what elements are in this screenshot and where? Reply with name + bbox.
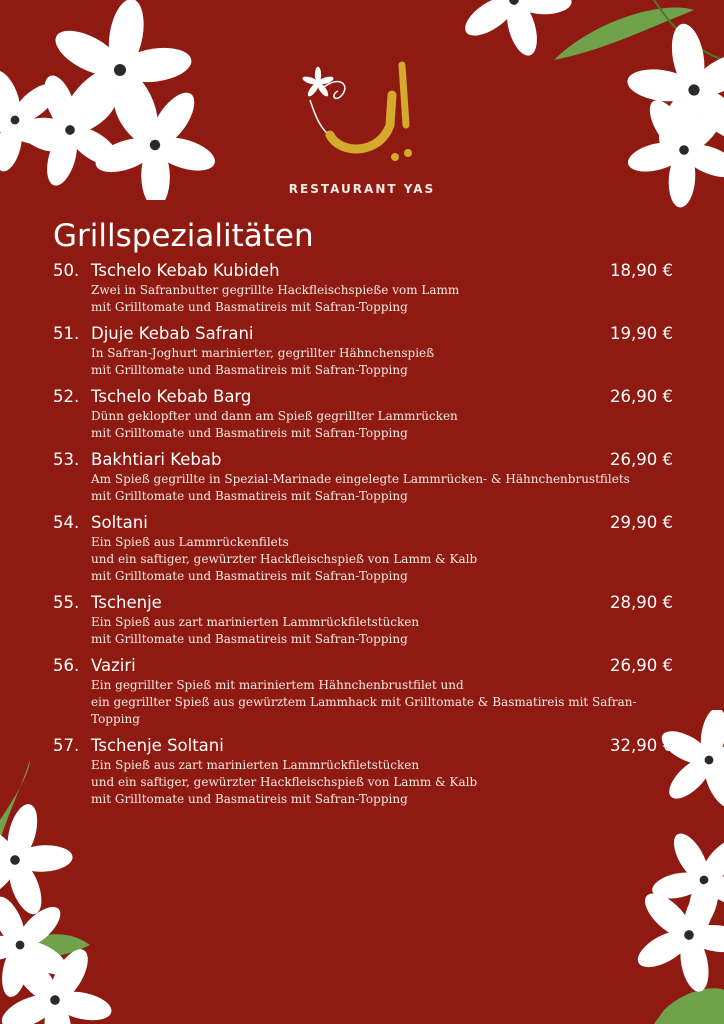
description-line: und ein saftiger, gewürzter Hackfleischspieß von Lamm & Kalb xyxy=(91,552,478,566)
item-name: Vaziri xyxy=(91,656,136,675)
restaurant-name: RESTAURANT YAS xyxy=(288,182,436,196)
item-name: Tschelo Kebab Kubideh xyxy=(91,261,280,280)
description-line: und ein saftiger, gewürzter Hackfleischspieß von Lamm & Kalb xyxy=(91,775,478,789)
item-description xyxy=(91,534,673,585)
description-line: mit Grilltomate und Basmatireis mit Safran-Topping xyxy=(91,792,408,806)
description-line: mit Grilltomate und Basmatireis mit Safran-Topping xyxy=(91,632,408,646)
menu-item xyxy=(53,324,673,379)
logo-emblem-icon xyxy=(290,55,430,165)
description-line: mit Grilltomate und Basmatireis mit Safran-Topping xyxy=(91,363,408,377)
menu-item xyxy=(53,387,673,442)
menu-item xyxy=(53,593,673,648)
description-line: mit Grilltomate und Basmatireis mit Safran-Topping xyxy=(91,569,408,583)
menu-item-header xyxy=(53,387,673,408)
flower-decoration-top-right xyxy=(444,0,724,210)
item-description xyxy=(91,345,673,379)
item-name: Soltani xyxy=(91,513,148,532)
description-line: mit Grilltomate und Basmatireis mit Safran-Topping xyxy=(91,300,408,314)
item-description xyxy=(91,408,673,442)
menu-item-header xyxy=(53,656,673,677)
menu-item xyxy=(53,261,673,316)
description-line: Am Spieß gegrillte in Spezial-Marinade eingelegte Lammrücken- & Hähnchenbrustfilets xyxy=(91,472,630,486)
restaurant-logo xyxy=(290,55,430,195)
item-price: 26,90 € xyxy=(610,387,673,406)
description-line: Dünn geklopfter und dann am Spieß gegrillter Lammrücken xyxy=(91,409,458,423)
item-description xyxy=(91,614,673,648)
description-line: In Safran-Joghurt marinierter, gegrillter Hähnchenspieß xyxy=(91,346,435,360)
item-number: 52. xyxy=(53,387,80,406)
menu-item-header xyxy=(53,450,673,471)
item-price: 32,90 € xyxy=(610,736,673,755)
menu-item-header xyxy=(53,261,673,282)
item-price: 28,90 € xyxy=(610,593,673,612)
menu-item-header xyxy=(53,513,673,534)
item-number: 55. xyxy=(53,593,80,612)
item-number: 53. xyxy=(53,450,80,469)
item-number: 57. xyxy=(53,736,80,755)
item-number: 51. xyxy=(53,324,80,343)
item-description xyxy=(91,282,673,316)
menu-item-header xyxy=(53,736,673,757)
description-line: Zwei in Safranbutter gegrillte Hackfleischspieße vom Lamm xyxy=(91,283,460,297)
item-name: Tschelo Kebab Barg xyxy=(91,387,252,406)
item-number: 56. xyxy=(53,656,80,675)
menu-item xyxy=(53,513,673,585)
item-description xyxy=(91,677,673,728)
item-number: 54. xyxy=(53,513,80,532)
flower-decoration-top-left xyxy=(0,0,240,200)
item-name: Bakhtiari Kebab xyxy=(91,450,222,469)
description-line: ein gegrillter Spieß aus gewürztem Lammhack mit Grilltomate & Basmatireis mit Safran-Topping xyxy=(91,695,637,726)
item-name: Djuje Kebab Safrani xyxy=(91,324,254,343)
description-line: Ein Spieß aus zart marinierten Lammrückfiletstücken xyxy=(91,758,420,772)
menu-item xyxy=(53,736,673,808)
description-line: Ein Spieß aus Lammrückenfilets xyxy=(91,535,289,549)
item-price: 26,90 € xyxy=(610,450,673,469)
description-line: Ein gegrillter Spieß mit mariniertem Hähnchenbrustfilet und xyxy=(91,678,464,692)
description-line: mit Grilltomate und Basmatireis mit Safran-Topping xyxy=(91,426,408,440)
menu-item xyxy=(53,450,673,505)
item-name: Tschenje xyxy=(91,593,162,612)
menu-item-header xyxy=(53,324,673,345)
menu-list xyxy=(53,261,673,816)
description-line: Ein Spieß aus zart marinierten Lammrückfiletstücken xyxy=(91,615,420,629)
menu-item-header xyxy=(53,593,673,614)
item-price: 19,90 € xyxy=(610,324,673,343)
item-price: 18,90 € xyxy=(610,261,673,280)
item-description xyxy=(91,471,673,505)
menu-item xyxy=(53,656,673,728)
description-line: mit Grilltomate und Basmatireis mit Safran-Topping xyxy=(91,489,408,503)
item-description xyxy=(91,757,673,808)
item-name: Tschenje Soltani xyxy=(91,736,224,755)
section-title: Grillspezialitäten xyxy=(53,218,314,254)
item-price: 29,90 € xyxy=(610,513,673,532)
item-price: 26,90 € xyxy=(610,656,673,675)
item-number: 50. xyxy=(53,261,80,280)
